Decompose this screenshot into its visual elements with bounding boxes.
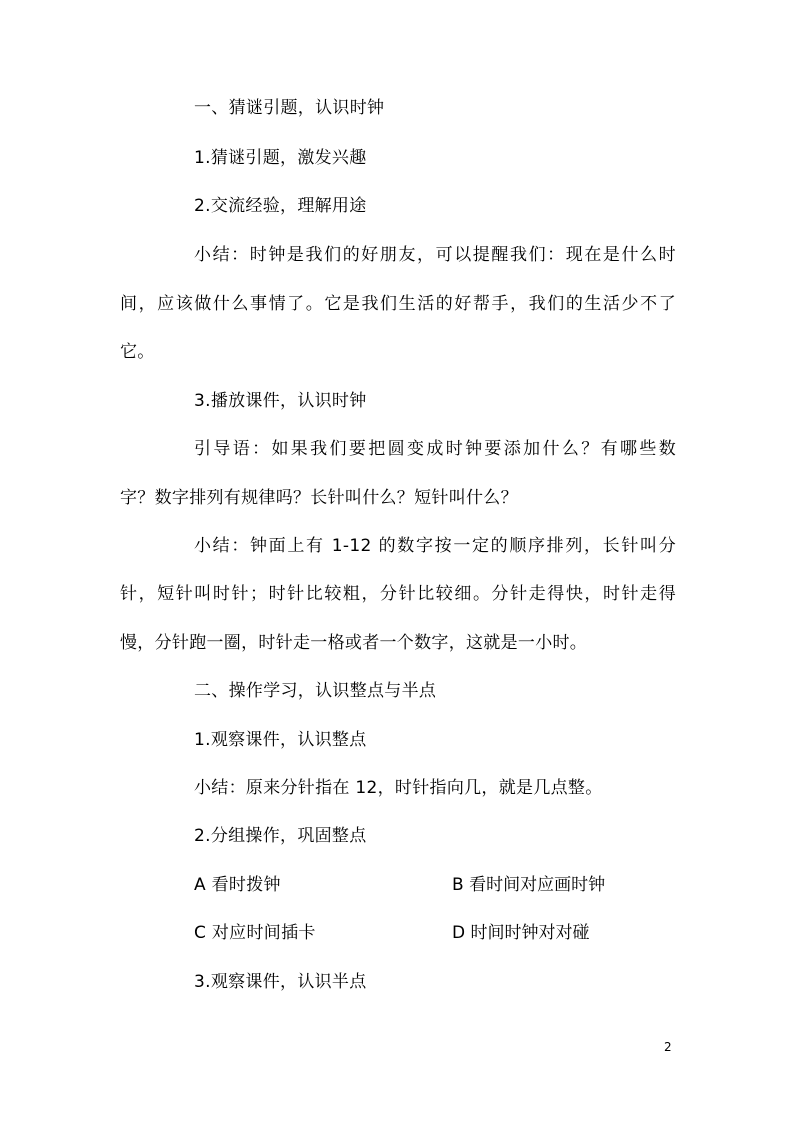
summary-3: 小结：原来分针指在 12，时针指向几，就是几点整。 (194, 778, 603, 798)
item-1-3: 3.播放课件，认识时钟 (194, 391, 367, 411)
summary-1-line-3: 它。 (120, 342, 155, 362)
section-1-heading: 一、猜谜引题，认识时钟 (194, 98, 385, 118)
summary-2-line-2: 针，短针叫时针；时针比较粗，分针比较细。分针走得快，时针走得 (120, 584, 676, 604)
summary-2-line-3: 慢，分针跑一圈，时针走一格或者一个数字，这就是一小时。 (120, 633, 588, 653)
activity-c: C 对应时间插卡 (194, 923, 316, 943)
item-2-1: 1.观察课件，认识整点 (194, 730, 367, 750)
item-2-3: 3.观察课件，认识半点 (194, 972, 367, 992)
activity-d: D 时间时钟对对碰 (452, 923, 590, 943)
item-2-2: 2.分组操作，巩固整点 (194, 826, 367, 846)
summary-1-line-2: 间，应该做什么事情了。它是我们生活的好帮手，我们的生活少不了 (120, 294, 676, 314)
activity-b: B 看时间对应画时钟 (452, 875, 606, 895)
summary-2-line-1: 小结：钟面上有 1-12 的数字按一定的顺序排列，长针叫分 (194, 536, 676, 556)
summary-1-line-1: 小结：时钟是我们的好朋友，可以提醒我们：现在是什么时 (194, 245, 676, 265)
item-1-2: 2.交流经验，理解用途 (194, 196, 367, 216)
activity-a: A 看时拨钟 (194, 875, 281, 895)
guide-line-2: 字？数字排列有规律吗？长针叫什么？短针叫什么？ (120, 488, 518, 508)
item-1-1: 1.猜谜引题，激发兴趣 (194, 148, 367, 168)
section-2-heading: 二、操作学习，认识整点与半点 (194, 681, 437, 701)
guide-line-1: 引导语：如果我们要把圆变成时钟要添加什么？有哪些数 (194, 439, 676, 459)
page-number: 2 (664, 1040, 672, 1054)
